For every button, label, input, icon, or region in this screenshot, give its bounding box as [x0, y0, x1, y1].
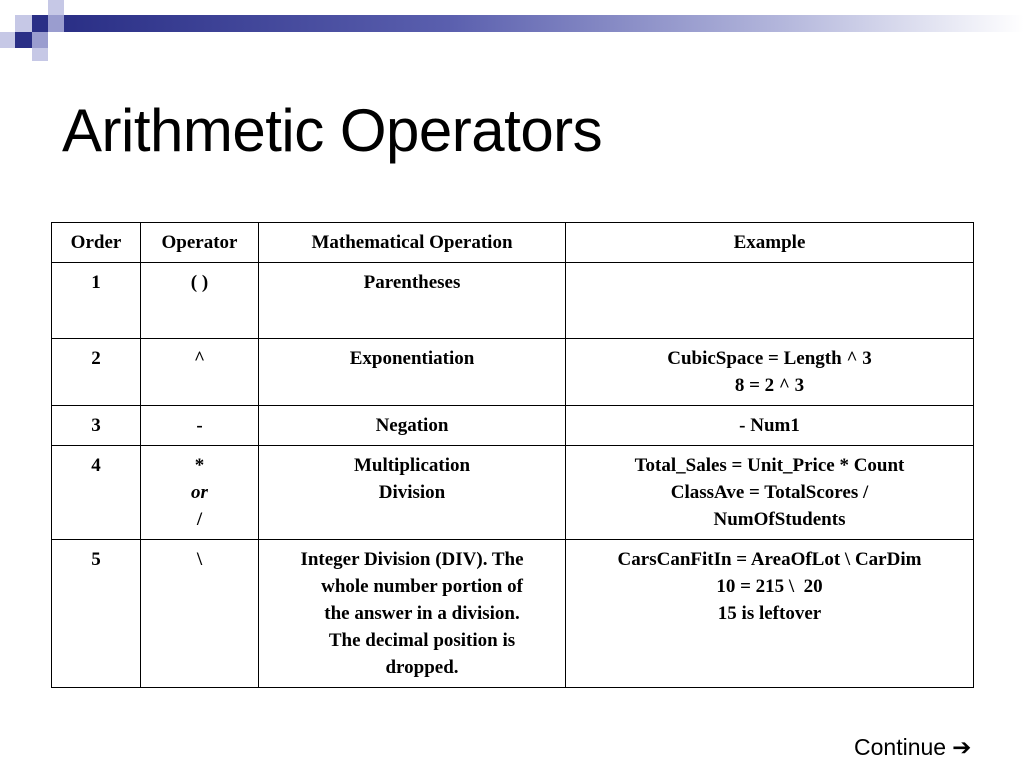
example-cell [566, 263, 974, 339]
operator-cell [141, 446, 259, 540]
operation-cell [259, 406, 566, 446]
example-cell [566, 339, 974, 406]
operation-cell [259, 540, 566, 688]
operation-cell [259, 263, 566, 339]
order-cell: 5 [52, 540, 141, 688]
table-row [52, 446, 974, 540]
example-cell [566, 540, 974, 688]
decor-square [32, 48, 48, 61]
decor-square [0, 32, 15, 48]
decor-square [32, 15, 48, 32]
operation-text: The decimal position is [328, 630, 516, 651]
table-row [52, 540, 974, 688]
operator-cell [141, 339, 259, 406]
operation-text: Integer Division (DIV). The [300, 549, 524, 570]
operation-text: dropped. [385, 657, 459, 678]
header-operation: Mathematical Operation [259, 223, 566, 263]
operators-table [51, 222, 974, 688]
example-line: 8 = 2 ^ 3 [734, 375, 805, 396]
example-line: Total_Sales = Unit_Price * Count [634, 455, 905, 476]
example-line: 10 = 215 \ 20 [716, 576, 823, 597]
continue-label: Continue [854, 734, 947, 760]
operation-text: Parentheses [363, 272, 461, 293]
continue-link[interactable] [854, 734, 971, 761]
header-example: Example [566, 223, 974, 263]
header-operator: Operator [141, 223, 259, 263]
operator-symbol: - [196, 415, 203, 436]
order-cell: 2 [52, 339, 141, 406]
operator-cell [141, 540, 259, 688]
operation-cell [259, 339, 566, 406]
operator-symbol: * [194, 455, 205, 476]
decor-square [48, 15, 64, 32]
table-row [52, 263, 974, 339]
example-line: CubicSpace = Length ^ 3 [667, 348, 872, 369]
operator-symbol: \ [196, 549, 203, 570]
operator-symbol: ( ) [190, 272, 209, 293]
operator-symbol: ^ [193, 348, 206, 369]
decor-square [48, 0, 64, 15]
order-cell: 3 [52, 406, 141, 446]
table-header-row [52, 223, 974, 263]
header-order: Order [52, 223, 141, 263]
order-cell: 4 [52, 446, 141, 540]
right-arrow-icon: ➔ [952, 734, 972, 760]
slide-title: Arithmetic Operators [62, 97, 603, 164]
operation-text: Division [378, 482, 446, 503]
order-cell: 1 [52, 263, 141, 339]
operator-cell [141, 263, 259, 339]
operation-text: the answer in a division. [324, 603, 520, 624]
header-gradient-bar [64, 15, 1024, 32]
example-line: NumOfStudents [713, 509, 846, 530]
table-row [52, 406, 974, 446]
example-cell [566, 446, 974, 540]
example-cell [566, 406, 974, 446]
example-line: ClassAve = TotalScores / [670, 482, 869, 503]
operation-text: whole number portion of [321, 576, 523, 597]
operation-text: Exponentiation [349, 348, 475, 369]
decor-square [15, 32, 32, 48]
operator-cell [141, 406, 259, 446]
operator-or-text: or [191, 482, 208, 503]
example-line: - Num1 [739, 415, 800, 436]
decor-square [32, 32, 48, 48]
example-line: CarsCanFitIn = AreaOfLot \ CarDim [617, 549, 922, 570]
operation-text: Negation [375, 415, 449, 436]
decor-square [15, 15, 32, 32]
operation-text: Multiplication [353, 455, 471, 476]
table-row [52, 339, 974, 406]
operator-symbol: / [196, 509, 203, 530]
example-line: 15 is leftover [717, 603, 822, 624]
operation-cell [259, 446, 566, 540]
